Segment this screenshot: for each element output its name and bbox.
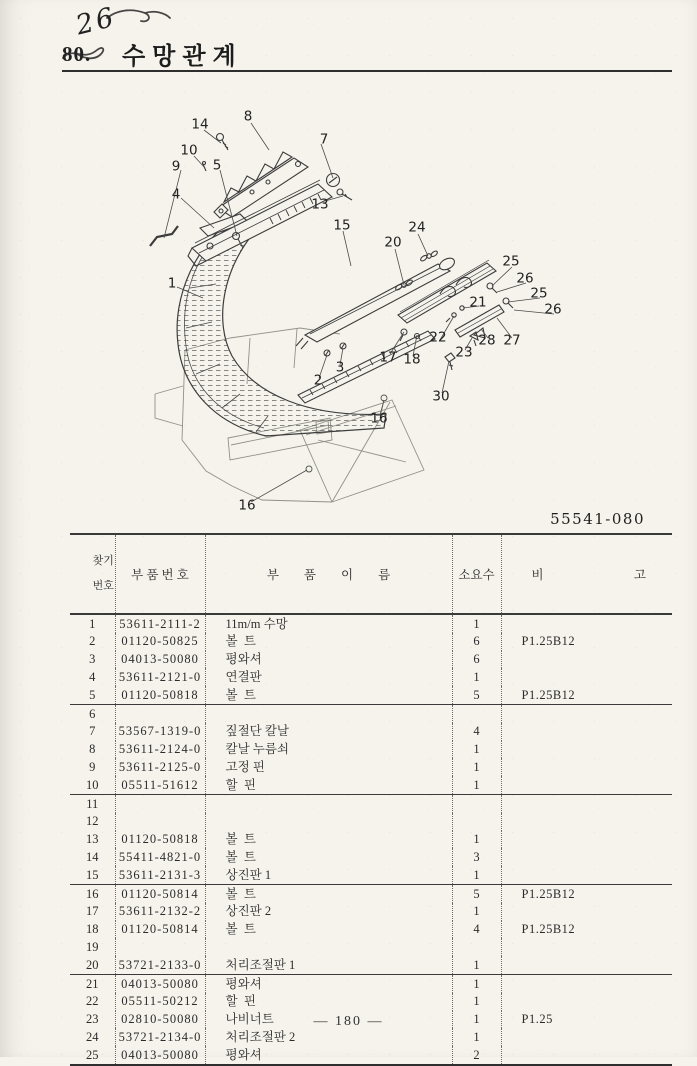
cell-part-name [205, 794, 452, 812]
cell-part-no: 55411-4821-0 [115, 848, 205, 866]
cell-find-no: 7 [89, 724, 96, 739]
cell-remark [501, 903, 672, 921]
cell-find-no: 19 [86, 939, 99, 954]
cell-part-name: 연결판 [205, 668, 452, 686]
diagram-callout: 22 [429, 329, 447, 346]
cell-qty: 1 [452, 903, 501, 921]
cell-part-name: 볼 트 [205, 633, 452, 651]
cell-remark [501, 974, 672, 992]
cell-part-name: 볼 트 [205, 884, 452, 902]
cell-find-no: 15 [70, 866, 115, 884]
cell-part-name [205, 704, 452, 722]
diagram-callout: 21 [469, 294, 487, 311]
table-row [70, 758, 672, 776]
cell-remark [501, 668, 672, 686]
col-header-qty: 소요수 [452, 534, 501, 614]
table-row [70, 903, 672, 921]
diagram-callout: 4 [171, 186, 181, 203]
cell-qty: 4 [452, 921, 501, 939]
table-row [70, 866, 672, 884]
table-row [70, 633, 672, 651]
cell-part-name: 볼 트 [205, 848, 452, 866]
table-row [70, 704, 672, 722]
table-header-row [70, 534, 672, 614]
cell-part-no: 01120-50814 [115, 921, 205, 939]
diagram-callout: 1 [167, 275, 177, 292]
cell-part-name: 처리조절판 1 [205, 956, 452, 974]
diagram-callout: 18 [403, 351, 421, 368]
cell-qty: 1 [452, 993, 501, 1011]
diagram-callout: 3 [335, 359, 345, 376]
cell-qty: 1 [452, 831, 501, 849]
cell-qty: 3 [452, 848, 501, 866]
diagram-callout: 10 [180, 142, 198, 159]
diagram-callout: 27 [503, 332, 521, 349]
table-row [70, 884, 672, 902]
cell-qty: 6 [452, 633, 501, 651]
diagram-callout: 23 [455, 344, 473, 361]
parts-diagram [0, 88, 697, 520]
cell-qty [452, 794, 501, 812]
section-number: 80. [62, 42, 92, 66]
cell-part-no: 01120-50818 [115, 831, 205, 849]
cell-qty: 1 [452, 1011, 501, 1029]
cell-remark [501, 1046, 672, 1065]
cell-part-name: 처리조절판 2 [205, 1028, 452, 1046]
cell-remark: P1.25B12 [501, 633, 672, 651]
cell-remark: P1.25B12 [501, 884, 672, 902]
cell-find-no: 9 [89, 760, 96, 775]
diagram-callout: 26 [544, 301, 562, 318]
cell-part-name: 상진판 1 [205, 866, 452, 884]
cell-part-name [205, 813, 452, 831]
col-header-find-no: 찾기 번호 [70, 534, 115, 614]
figure-code: 55541-080 [550, 510, 645, 528]
handwritten-note: 26 [72, 1, 120, 42]
diagram-callout: 16 [238, 497, 256, 514]
table-row [70, 938, 672, 956]
cell-remark [501, 776, 672, 794]
cell-qty: 5 [452, 884, 501, 902]
cell-part-no: 53611-2125-0 [115, 758, 205, 776]
cell-qty: 1 [452, 974, 501, 992]
cell-part-name: 칼날 누름쇠 [205, 741, 452, 759]
cell-part-name: 볼 트 [205, 686, 452, 704]
cell-find-no: 16 [86, 886, 99, 901]
diagram-callout: 15 [333, 217, 351, 234]
cell-part-name: 고정 핀 [205, 758, 452, 776]
cell-part-name: 볼 트 [205, 921, 452, 939]
col-header-part-name: 부 품 이 름 [205, 534, 452, 614]
cell-find-no: 12 [86, 814, 99, 829]
cell-part-no: 53611-2111-2 [115, 614, 205, 633]
cell-part-no: 53611-2132-2 [115, 903, 205, 921]
cell-qty [452, 813, 501, 831]
cell-remark: P1.25 [501, 1011, 672, 1029]
diagram-callout: 14 [191, 116, 209, 133]
cell-qty: 1 [452, 614, 501, 633]
cell-part-no [115, 794, 205, 812]
cell-part-name: 11m/m 수망 [205, 614, 452, 633]
cell-part-no: 04013-50080 [115, 974, 205, 992]
cell-find-no: 2 [89, 634, 96, 649]
cell-part-name: 평와셔 [205, 1046, 452, 1065]
cell-find-no: 18 [86, 922, 99, 937]
cell-part-name: 짚절단 칼날 [205, 723, 452, 741]
table-row [70, 993, 672, 1011]
cell-qty: 1 [452, 1028, 501, 1046]
cell-part-no: 02810-50080 [115, 1011, 205, 1029]
cell-remark [501, 848, 672, 866]
cell-remark [501, 704, 672, 722]
diagram-callout: 30 [432, 388, 450, 405]
diagram-line-art [0, 88, 697, 520]
table-row [70, 723, 672, 741]
cell-part-no: 01120-50825 [115, 633, 205, 651]
header-rule [62, 70, 672, 72]
cell-remark: P1.25B12 [501, 921, 672, 939]
cell-part-no: 53567-1319-0 [115, 723, 205, 741]
parts-table-body [70, 614, 672, 1065]
cell-part-no [115, 813, 205, 831]
cell-remark [501, 1028, 672, 1046]
cell-part-name: 볼 트 [205, 831, 452, 849]
parts-table [70, 533, 672, 1066]
cell-remark [501, 831, 672, 849]
page-title: 수망관계 [122, 44, 243, 70]
cell-part-no [115, 938, 205, 956]
cell-qty: 5 [452, 686, 501, 704]
table-row [70, 1028, 672, 1046]
table-row [70, 956, 672, 974]
cell-remark [501, 723, 672, 741]
cell-part-no: 05511-50212 [115, 993, 205, 1011]
cell-part-name: 상진판 2 [205, 903, 452, 921]
cell-find-no: 6 [89, 706, 96, 721]
cell-remark [501, 956, 672, 974]
cell-find-no: 11 [86, 796, 99, 811]
cell-find-no: 1 [89, 616, 96, 631]
cell-remark: P1.25B12 [501, 686, 672, 704]
cell-qty: 1 [452, 758, 501, 776]
diagram-callout: 2 [313, 372, 323, 389]
cell-qty: 6 [452, 651, 501, 669]
cell-part-no [115, 704, 205, 722]
cell-find-no: 8 [89, 742, 96, 757]
table-row [70, 921, 672, 939]
table-row [70, 686, 672, 704]
table-row [70, 614, 672, 633]
cell-find-no: 24 [86, 1029, 99, 1044]
cell-find-no: 13 [86, 832, 99, 847]
cell-find-no: 20 [70, 956, 115, 974]
diagram-callout: 26 [516, 270, 534, 287]
col-header-part-no: 부 품 번 호 [115, 534, 205, 614]
cell-remark [501, 741, 672, 759]
cell-find-no: 23 [86, 1012, 99, 1027]
diagram-callout: 8 [243, 108, 253, 125]
cell-qty: 1 [452, 776, 501, 794]
cell-remark [501, 794, 672, 812]
diagram-callout: 20 [384, 234, 402, 251]
diagram-callout: 5 [212, 157, 222, 174]
cell-part-no: 01120-50814 [115, 884, 205, 902]
table-row [70, 741, 672, 759]
cell-part-no: 05511-51612 [115, 776, 205, 794]
diagram-callout: 16 [370, 410, 388, 427]
cell-part-no: 53611-2121-0 [115, 668, 205, 686]
diagram-callout: 9 [171, 158, 181, 175]
cell-find-no: 14 [86, 850, 99, 864]
cell-remark [501, 866, 672, 884]
cell-part-name: 평와셔 [205, 651, 452, 669]
table-row [70, 974, 672, 992]
diagram-callout: 13 [311, 196, 329, 213]
cell-remark [501, 813, 672, 831]
cell-qty: 1 [452, 866, 501, 884]
diagram-callout: 17 [379, 349, 397, 366]
cell-qty: 2 [452, 1046, 501, 1065]
cell-part-name: 평와셔 [205, 974, 452, 992]
cell-remark [501, 993, 672, 1011]
diagram-callout: 7 [319, 131, 329, 148]
diagram-callout: 24 [408, 219, 426, 236]
cell-remark [501, 758, 672, 776]
diagram-callout: 28 [478, 332, 496, 349]
cell-part-name [205, 938, 452, 956]
table-row [70, 776, 672, 794]
cell-qty: 1 [452, 668, 501, 686]
cell-part-no: 04013-50080 [115, 651, 205, 669]
table-row [70, 848, 672, 866]
col-header-remark: 비 고 [501, 534, 672, 614]
cell-find-no: 17 [86, 904, 99, 919]
cell-part-name: 할 핀 [205, 993, 452, 1011]
cell-remark [501, 651, 672, 669]
cell-part-no: 53611-2131-3 [115, 866, 205, 884]
diagram-callout: 25 [530, 285, 548, 302]
cell-remark [501, 938, 672, 956]
cell-qty: 1 [452, 741, 501, 759]
cell-find-no: 4 [89, 670, 96, 685]
cell-find-no: 25 [70, 1046, 115, 1065]
cell-find-no: 22 [86, 994, 99, 1009]
cell-part-no: 04013-50080 [115, 1046, 205, 1065]
cell-remark [501, 614, 672, 633]
page-number: — 180 — [313, 1014, 384, 1029]
cell-qty: 1 [452, 956, 501, 974]
table-row [70, 831, 672, 849]
table-row [70, 794, 672, 812]
cell-qty [452, 938, 501, 956]
table-row [70, 668, 672, 686]
diagram-callout: 25 [502, 253, 520, 270]
cell-qty: 4 [452, 723, 501, 741]
cell-find-no: 3 [89, 652, 96, 667]
cell-part-no: 53611-2124-0 [115, 741, 205, 759]
cell-qty [452, 704, 501, 722]
cell-find-no: 10 [70, 776, 115, 794]
cell-find-no: 5 [70, 686, 115, 704]
table-row [70, 813, 672, 831]
cell-find-no: 21 [86, 976, 99, 991]
cell-part-name: 할 핀 [205, 776, 452, 794]
cell-part-name: 나비너트 [205, 1011, 452, 1029]
cell-part-no: 01120-50818 [115, 686, 205, 704]
table-row [70, 1046, 672, 1065]
cell-part-no: 53721-2134-0 [115, 1028, 205, 1046]
table-row [70, 651, 672, 669]
cell-part-no: 53721-2133-0 [115, 956, 205, 974]
